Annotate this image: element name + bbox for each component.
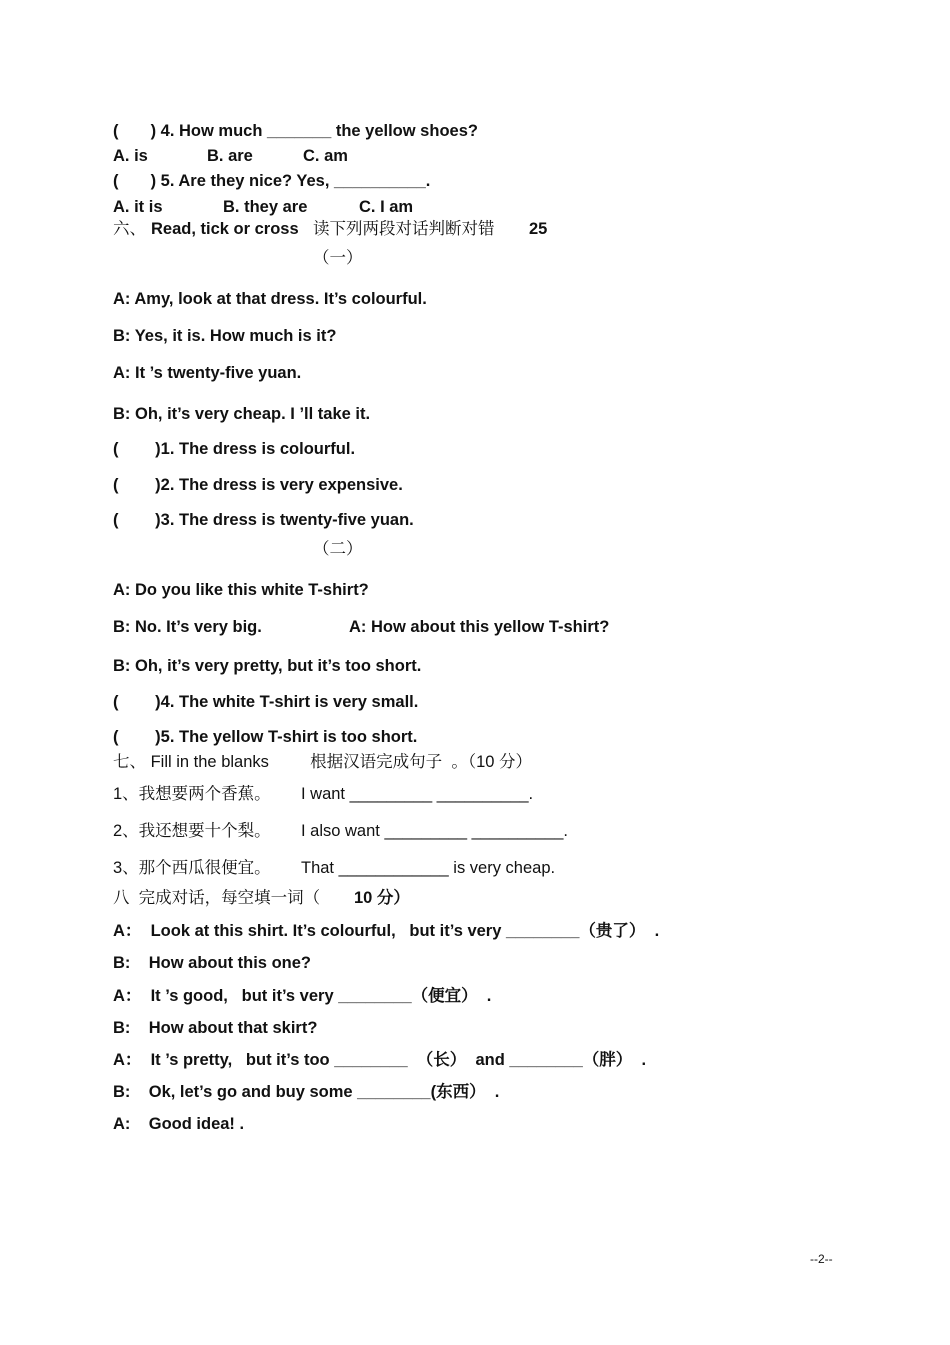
- dialogue-3-line: B: How about that skirt?: [113, 1019, 318, 1037]
- question-5: ( ) 5. Are they nice? Yes, __________.: [113, 172, 431, 190]
- dialogue-3-line: B: How about this one?: [113, 954, 311, 972]
- dialogue-3-line: A： It ’s good, but it’s very ________（便宜） .: [113, 987, 492, 1005]
- dialogue-3-line: A： Look at this shirt. It’s colourful, but it’s very ________（贵了） .: [113, 922, 660, 940]
- judge-item: ( )3. The dress is twenty-five yuan.: [113, 511, 414, 529]
- dialogue-2-line: B: No. It’s very big.: [113, 618, 262, 636]
- dialogue-1-line: A: Amy, look at that dress. It’s colourful.: [113, 290, 427, 308]
- section-8-score: 10 分）: [354, 889, 410, 907]
- dialogue-3-line: A： It ’s pretty, but it’s too ________ （长） and ________（胖） .: [113, 1051, 647, 1069]
- judge-item: ( )2. The dress is very expensive.: [113, 476, 403, 494]
- q5-option-a: A. it is: [113, 198, 163, 216]
- dialogue-1-line: B: Oh, it’s very cheap. I ’ll take it.: [113, 405, 371, 423]
- q4-option-b: B. are: [207, 147, 253, 165]
- dialogue-2-line: A: Do you like this white T-shirt?: [113, 581, 369, 599]
- section-7-heading: 七、 Fill in the blanks 根据汉语完成句子 。（10 分）: [113, 753, 533, 771]
- dialogue-2-line: A: How about this yellow T-shirt?: [349, 618, 610, 636]
- q5-option-b: B. they are: [223, 198, 308, 216]
- part-1-label: （一）: [313, 249, 363, 267]
- fill-row-zh: 1、我想要两个香蕉。: [113, 785, 271, 803]
- dialogue-3-line: A: Good idea! .: [113, 1115, 245, 1133]
- section-6-score: 25: [529, 220, 548, 238]
- dialogue-2-line: B: Oh, it’s very pretty, but it’s too short.: [113, 657, 422, 675]
- section-6-number: 六、: [113, 220, 146, 238]
- section-6-title-en: Read, tick or cross: [151, 220, 299, 238]
- q4-option-a: A. is: [113, 147, 148, 165]
- judge-item: ( )5. The yellow T-shirt is too short.: [113, 728, 418, 746]
- section-6-title-zh: 读下列两段对话判断对错: [313, 220, 495, 238]
- part-2-label: （二）: [313, 540, 363, 558]
- page-number: --2--: [810, 1252, 833, 1266]
- dialogue-1-line: B: Yes, it is. How much is it?: [113, 327, 337, 345]
- dialogue-3-line: B: Ok, let’s go and buy some ________(东西） .: [113, 1083, 500, 1101]
- fill-row-en: I want _________ __________.: [301, 785, 534, 803]
- dialogue-1-line: A: It ’s twenty-five yuan.: [113, 364, 302, 382]
- judge-item: ( )4. The white T-shirt is very small.: [113, 693, 419, 711]
- fill-row-en: I also want _________ __________.: [301, 822, 568, 840]
- question-4: ( ) 4. How much _______ the yellow shoes?: [113, 122, 478, 140]
- section-8-heading: 八 完成对话，每空填一词（: [113, 889, 321, 907]
- judge-item: ( )1. The dress is colourful.: [113, 440, 356, 458]
- fill-row-zh: 3、那个西瓜很便宜。: [113, 859, 271, 877]
- fill-row-zh: 2、我还想要十个梨。: [113, 822, 271, 840]
- q5-option-c: C. I am: [359, 198, 414, 216]
- fill-row-en: That ____________ is very cheap.: [301, 859, 556, 877]
- q4-option-c: C. am: [303, 147, 348, 165]
